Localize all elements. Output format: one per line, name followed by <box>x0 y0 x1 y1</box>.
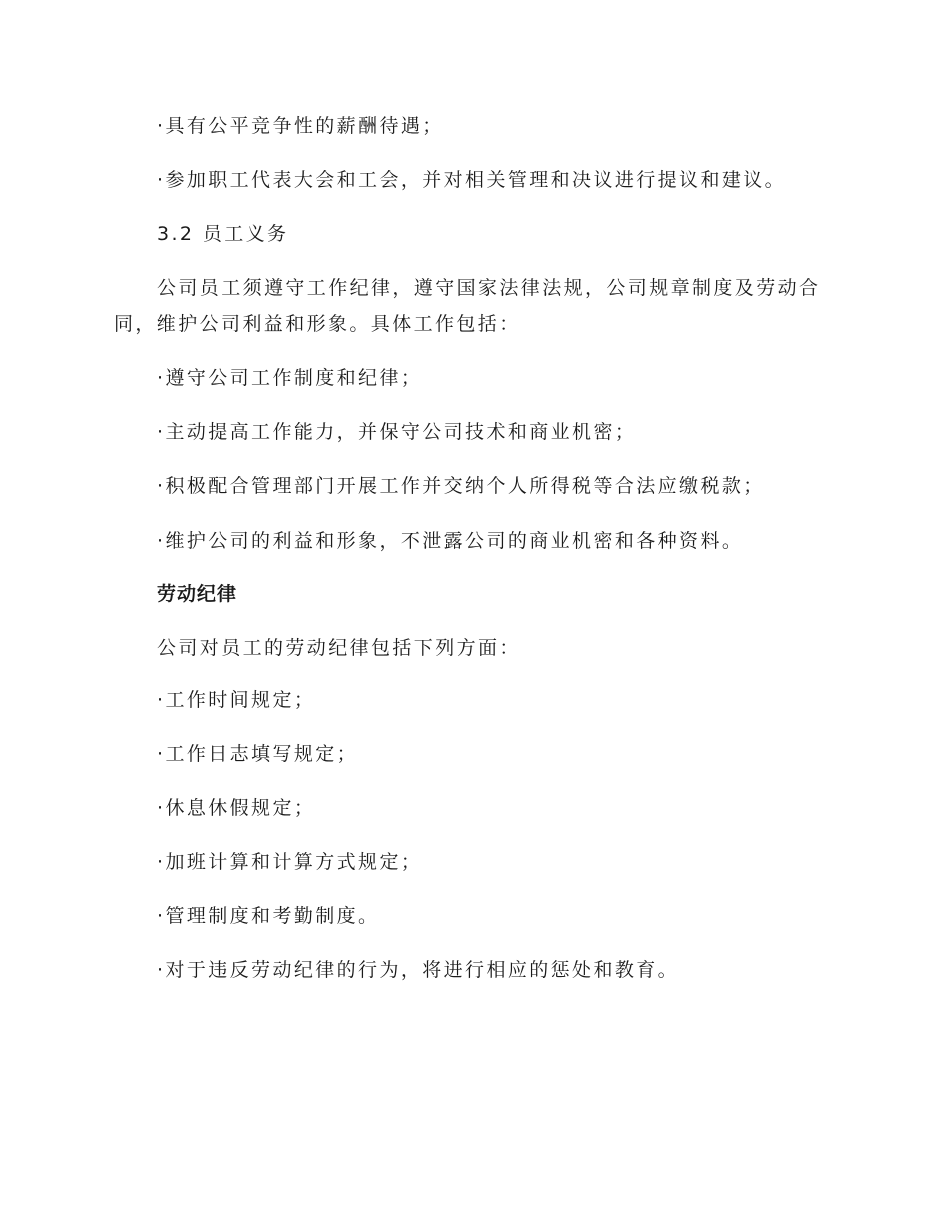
discipline-item-4: ·加班计算和计算方式规定； <box>157 851 423 873</box>
section-3-2-intro-line-1: 公司员工须遵守工作纪律，遵守国家法律法规，公司规章制度及劳动合 <box>157 277 821 299</box>
labor-discipline-heading: 劳动纪律 <box>157 583 238 605</box>
discipline-item-1: ·工作时间规定； <box>157 689 316 711</box>
rights-item-2: ·参加职工代表大会和工会，并对相关管理和决议进行提议和建议。 <box>157 169 787 191</box>
discipline-item-5: ·管理制度和考勤制度。 <box>157 905 380 927</box>
labor-discipline-intro: 公司对员工的劳动纪律包括下列方面： <box>157 637 521 659</box>
duty-item-2: ·主动提高工作能力，并保守公司技术和商业机密； <box>157 421 637 443</box>
section-3-2-heading: 3.2 员工义务 <box>157 223 289 245</box>
rights-item-1: ·具有公平竞争性的薪酬待遇； <box>157 115 444 137</box>
discipline-item-3: ·休息休假规定； <box>157 797 316 819</box>
duty-item-3: ·积极配合管理部门开展工作并交纳个人所得税等合法应缴税款； <box>157 475 765 497</box>
discipline-item-6: ·对于违反劳动纪律的行为，将进行相应的惩处和教育。 <box>157 959 680 981</box>
duty-item-1: ·遵守公司工作制度和纪律； <box>157 367 423 389</box>
duty-item-4: ·维护公司的利益和形象，不泄露公司的商业机密和各种资料。 <box>157 530 744 552</box>
discipline-item-2: ·工作日志填写规定； <box>157 743 359 765</box>
section-3-2-intro-line-2: 同，维护公司利益和形象。具体工作包括： <box>114 313 521 335</box>
